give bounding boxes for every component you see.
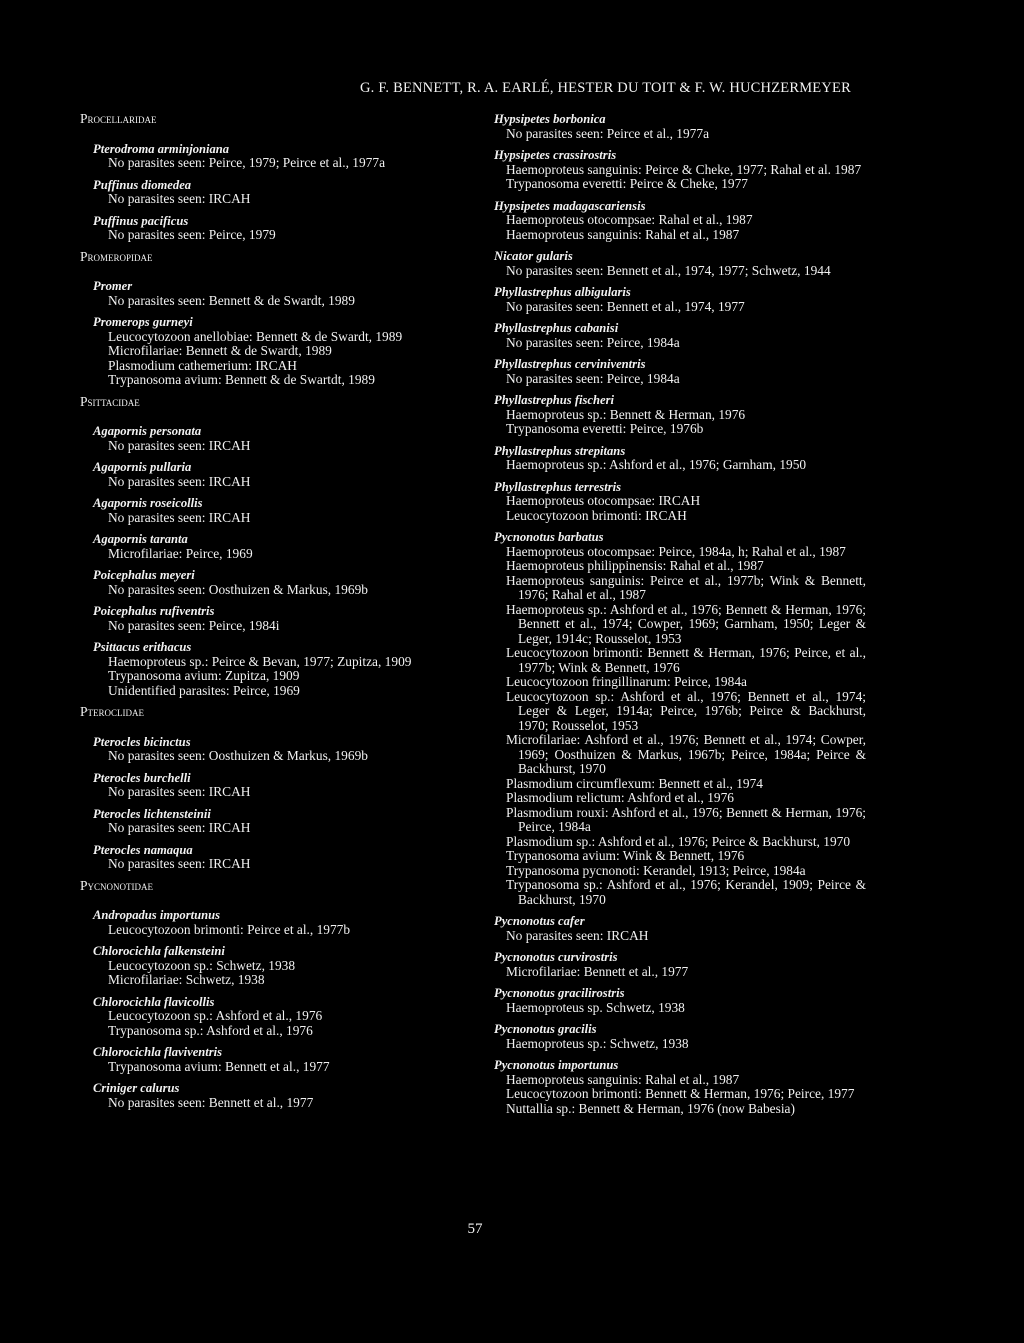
page-number: 57 <box>467 1221 483 1237</box>
species-name: Poicephalus meyeri <box>93 568 195 582</box>
parasite-record: Leucocytozoon brimonti: Bennett & Herman, 1976; Peirce, 1977 <box>506 1086 855 1101</box>
parasite-record: Leucocytozoon anellobiae: Bennett & de Swardt, 1989 <box>108 328 403 344</box>
species-name: Phyllastrephus fischeri <box>494 393 615 407</box>
species-entry <box>494 480 866 524</box>
parasite-record: Leucocytozoon brimonti: Bennett & Herman, 1976; Peirce, et al., 1977b; Wink & Bennett, 1976 <box>506 645 866 675</box>
left-column <box>80 112 420 1117</box>
parasite-record: Trypanosoma everetti: Peirce & Cheke, 1977 <box>506 176 748 191</box>
parasite-record: Trypanosoma avium: Bennett & de Swartdt, 1989 <box>108 372 375 387</box>
parasite-record: Microfilariae: Schwetz, 1938 <box>108 972 265 987</box>
parasite-record: No parasites seen: Peirce, 1984a <box>506 370 680 386</box>
species-name: Hypsipetes madagascariensis <box>494 198 646 213</box>
species-entry <box>494 112 866 141</box>
right-column <box>494 112 866 1123</box>
parasite-record: Haemoproteus sanguinis: Rahal et al., 1987 <box>506 1071 740 1087</box>
parasite-record: Trypanosoma everetti: Peirce, 1976b <box>506 421 704 436</box>
parasite-record: Haemoproteus sp.: Bennett & Herman, 1976 <box>506 406 746 422</box>
parasite-record: Haemoproteus sp.: Schwetz, 1938 <box>506 1035 689 1051</box>
species-name: Andropadus importunus <box>93 908 221 922</box>
species-entry <box>80 279 420 308</box>
parasite-record: Plasmodium cathemerium: IRCAH <box>108 357 297 373</box>
species-entry <box>494 1058 866 1116</box>
parasite-record: No parasites seen: Bennett et al., 1974, 1977 <box>506 298 745 314</box>
parasite-record: Microfilariae: Bennett et al., 1977 <box>506 963 689 979</box>
species-name: Promer <box>93 279 133 293</box>
parasite-record: No parasites seen: Oosthuizen & Markus, 1969b <box>108 748 368 763</box>
species-name: Pycnonotus gracilirostris <box>494 986 625 1000</box>
parasite-record: No parasites seen: IRCAH <box>108 191 251 206</box>
parasite-record: Haemoproteus otocompsae: Peirce, 1984a, h; Rahal et al., 1987 <box>506 543 846 559</box>
species-name: Pycnonotus cafer <box>494 914 585 928</box>
species-entry <box>80 843 420 872</box>
parasite-record: Plasmodium sp.: Ashford et al., 1976; Peirce & Backhurst, 1970 <box>506 833 851 849</box>
species-entry <box>494 249 866 278</box>
species-entry <box>494 986 866 1015</box>
parasite-record: No parasites seen: Bennett et al., 1974, 1977; Schwetz, 1944 <box>506 262 831 278</box>
parasite-record: Unidentified parasites: Peirce, 1969 <box>108 682 300 698</box>
species-name: Puffinus diomedea <box>93 177 192 192</box>
species-entry <box>80 496 420 525</box>
species-entry <box>494 444 866 473</box>
parasite-record: Haemoproteus philippinensis: Rahal et al., 1987 <box>506 558 764 573</box>
species-entry <box>80 460 420 489</box>
family-heading: Pteroclidae <box>80 704 144 719</box>
parasite-record: Haemoproteus sp.: Ashford et al., 1976; Garnham, 1950 <box>506 457 807 472</box>
species-name: Psittacus erithacus <box>93 640 192 654</box>
species-entry <box>80 532 420 561</box>
parasite-record: No parasites seen: IRCAH <box>108 820 251 835</box>
species-entry <box>80 735 420 764</box>
species-name: Agapornis personata <box>93 424 202 438</box>
species-name: Hypsipetes crassirostris <box>494 148 617 162</box>
parasite-record: No parasites seen: IRCAH <box>108 473 251 489</box>
species-entry <box>494 199 866 243</box>
parasite-record: Leucocytozoon brimonti: Peirce et al., 1977b <box>108 921 351 937</box>
parasite-record: No parasites seen: IRCAH <box>506 927 649 943</box>
parasite-record: Trypanosoma pycnonoti: Kerandel, 1913; Peirce, 1984a <box>506 862 806 878</box>
species-entry <box>80 424 420 453</box>
parasite-record: No parasites seen: Bennett & de Swardt, 1989 <box>108 292 355 308</box>
species-name: Criniger calurus <box>93 1081 180 1095</box>
species-entry <box>494 285 866 314</box>
parasite-record: Plasmodium rouxi: Ashford et al., 1976; Bennett & Herman, 1976; Peirce, 1984a <box>506 804 866 834</box>
parasite-record: No parasites seen: IRCAH <box>108 437 251 453</box>
species-name: Phyllastrephus strepitans <box>494 443 626 458</box>
parasite-record: No parasites seen: IRCAH <box>108 509 251 525</box>
species-entry <box>80 995 420 1039</box>
species-name: Agapornis pullaria <box>93 460 192 474</box>
species-entry <box>80 807 420 836</box>
species-name: Phyllastrephus cerviniventris <box>494 357 646 371</box>
parasite-record: Trypanosoma sp.: Ashford et al., 1976 <box>108 1022 313 1038</box>
parasite-record: Leucocytozoon sp.: Ashford et al., 1976 <box>108 1008 323 1023</box>
family-heading: Promeropidae <box>80 248 153 264</box>
species-entry <box>494 950 866 979</box>
species-entry <box>494 357 866 386</box>
species-entry <box>494 321 866 350</box>
species-name: Pycnonotus curvirostris <box>494 950 618 964</box>
species-name: Pterocles burchelli <box>93 770 191 785</box>
species-entry <box>80 315 420 388</box>
parasite-record: No parasites seen: Bennett et al., 1977 <box>108 1094 314 1110</box>
species-entry <box>494 914 866 943</box>
species-entry <box>494 1022 866 1051</box>
species-entry <box>80 640 420 698</box>
species-name: Agapornis roseicollis <box>93 496 203 510</box>
parasite-record: No parasites seen: Peirce, 1979 <box>108 227 276 242</box>
species-name: Chlorocichla flavicollis <box>93 994 215 1009</box>
parasite-record: Trypanosoma avium: Bennett et al., 1977 <box>108 1058 330 1074</box>
family-heading: Procellaridae <box>80 111 157 126</box>
parasite-record: Leucocytozoon brimonti: IRCAH <box>506 507 687 523</box>
parasite-record: Haemoproteus sanguinis: Rahal et al., 1987 <box>506 226 740 242</box>
species-name: Pterodroma arminjoniana <box>93 141 230 156</box>
species-entry <box>494 530 866 907</box>
parasite-record: Plasmodium circumflexum: Bennett et al., 1974 <box>506 775 763 791</box>
parasite-record: Haemoproteus sp.: Peirce & Bevan, 1977; Zupitza, 1909 <box>108 653 412 669</box>
parasite-record: Haemoproteus sp. Schwetz, 1938 <box>506 999 685 1015</box>
species-name: Phyllastrephus cabanisi <box>494 321 619 335</box>
family-heading: Pycnonotidae <box>80 877 153 893</box>
parasite-record: Leucocytozoon sp.: Schwetz, 1938 <box>108 957 296 973</box>
species-entry <box>494 393 866 437</box>
parasite-record: No parasites seen: Oosthuizen & Markus, 1969b <box>108 581 368 597</box>
parasite-record: Haemoproteus sanguinis: Peirce et al., 1977b; Wink & Bennett, 1976; Rahal et al., 1987 <box>506 572 866 602</box>
species-entry <box>80 568 420 597</box>
species-entry <box>80 178 420 207</box>
species-name: Chlorocichla falkensteini <box>93 944 225 958</box>
species-name: Poicephalus rufiventris <box>93 604 215 618</box>
family-heading: Psittacidae <box>80 393 140 409</box>
species-name: Nicator gularis <box>494 249 573 263</box>
species-entry <box>80 771 420 800</box>
parasite-record: No parasites seen: Peirce, 1984i <box>108 617 280 633</box>
parasite-record: Leucocytozoon sp.: Ashford et al., 1976; Bennett et al., 1974; Leger & Leger, 1914a; Peirce, 1976b; Peirce & Backhurst, 1970; Rousselot, 1953 <box>506 688 866 733</box>
parasite-record: No parasites seen: Peirce, 1984a <box>506 334 680 350</box>
species-name: Pycnonotus importunus <box>494 1058 619 1072</box>
species-name: Chlorocichla flaviventris <box>93 1045 223 1059</box>
parasite-record: Microfilariae: Bennett & de Swardt, 1989 <box>108 343 332 358</box>
parasite-record: Microfilariae: Ashford et al., 1976; Bennett et al., 1974; Cowper, 1969; Oosthuizen & Markus, 1967b; Peirce, 1984a; Peirce & Backhurst, 1970 <box>506 732 866 776</box>
species-name: Pterocles namaqua <box>93 842 193 857</box>
running-header: G. F. BENNETT, R. A. EARLÉ, HESTER DU TOIT & F. W. HUCHZERMEYER <box>360 80 851 96</box>
species-entry <box>80 1081 420 1110</box>
species-entry <box>80 604 420 633</box>
species-entry <box>494 148 866 192</box>
species-entry <box>80 1045 420 1074</box>
parasite-record: Haemoproteus sanguinis: Peirce & Cheke, 1977; Rahal et al. 1987 <box>506 161 862 177</box>
parasite-record: Plasmodium relictum: Ashford et al., 1976 <box>506 790 734 805</box>
parasite-record: Haemoproteus otocompsae: Rahal et al., 1987 <box>506 212 753 227</box>
parasite-record: Haemoproteus sp.: Ashford et al., 1976; Bennett & Herman, 1976; Bennett et al., 1974; Cowper, 1969; Garnham, 1950; Leger & Leger, 1914c; Rousselot, 1953 <box>506 601 866 646</box>
parasite-record: No parasites seen: IRCAH <box>108 856 251 871</box>
species-entry <box>80 908 420 937</box>
species-name: Phyllastrephus albigularis <box>494 285 631 299</box>
parasite-record: Trypanosoma avium: Zupitza, 1909 <box>108 668 300 683</box>
parasite-record: Haemoproteus otocompsae: IRCAH <box>506 493 701 508</box>
species-name: Pterocles bicinctus <box>93 734 191 749</box>
species-name: Puffinus pacificus <box>93 213 189 228</box>
parasite-record: Microfilariae: Peirce, 1969 <box>108 545 253 561</box>
species-name: Promerops gurneyi <box>93 315 193 329</box>
species-entry <box>80 944 420 988</box>
species-name: Pycnonotus gracilis <box>494 1022 597 1036</box>
species-name: Hypsipetes borbonica <box>494 112 606 126</box>
species-name: Pycnonotus barbatus <box>494 530 604 544</box>
parasite-record: Leucocytozoon fringillinarum: Peirce, 1984a <box>506 674 747 689</box>
species-entry <box>80 142 420 171</box>
parasite-record: No parasites seen: Peirce, 1979; Peirce et al., 1977a <box>108 155 386 170</box>
parasite-record: No parasites seen: IRCAH <box>108 784 251 799</box>
parasite-record: Trypanosoma sp.: Ashford et al., 1976; Kerandel, 1909; Peirce & Backhurst, 1970 <box>506 877 866 907</box>
species-entry <box>80 214 420 243</box>
parasite-record: Nuttallia sp.: Bennett & Herman, 1976 (now Babesia) <box>506 1100 795 1116</box>
parasite-record: Trypanosoma avium: Wink & Bennett, 1976 <box>506 848 745 863</box>
species-name: Pterocles lichtensteinii <box>93 806 211 821</box>
species-name: Agapornis taranta <box>93 532 188 546</box>
species-name: Phyllastrephus terrestris <box>494 479 622 494</box>
parasite-record: No parasites seen: Peirce et al., 1977a <box>506 125 710 141</box>
